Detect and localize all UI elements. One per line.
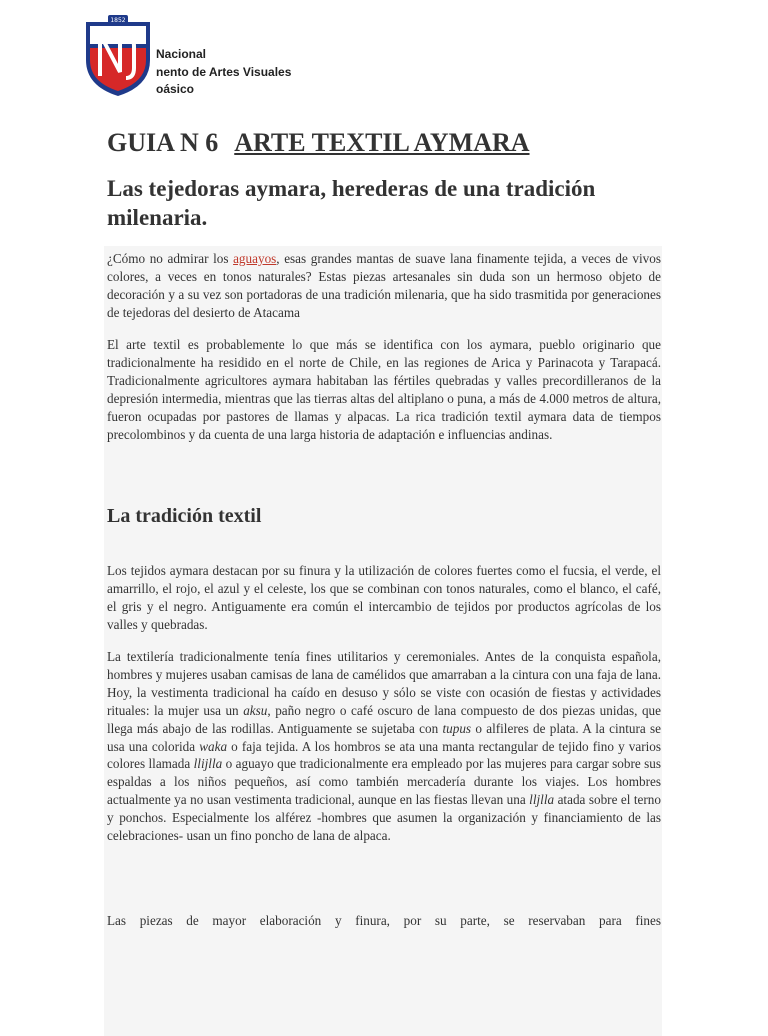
guide-topic: ARTE TEXTIL AYMARA <box>234 128 530 157</box>
aguayos-link[interactable]: aguayos <box>233 251 277 266</box>
institution-line-2: nento de Artes Visuales <box>156 64 292 79</box>
institution-line-3: oásico <box>156 82 195 96</box>
guide-title <box>107 128 530 158</box>
paragraph-2: El arte textil es probablemente lo que más se identifica con los aymara, pueblo originario que tradicionalmente ha residido en el norte de Chile, en las regiones de Arica y Parinacota y Tarapacá. Tradicionalmente agricultores aymara habitaban las fértiles quebradas y valles precordilleranos de la depresión intermedia, mientras que las tierras altas del altiplano o puna, a más de 4.000 metros de altura, fueron ocupadas por pastores de llamas y alpacas. La rica tradición textil aymara data de tiempos precolombinos y da cuenta de una larga historia de adaptación e influencias andinas. <box>107 337 661 442</box>
intro-paragraph: ¿Cómo no admirar los aguayos, esas grandes mantas de suave lana finamente tejida, a veces de vivos colores, a veces en tonos naturales? Estas piezas artesanales sin duda son un hermoso objeto de decoración y a su vez son portadoras de una tradición milenaria, que ha sido trasmitida por generaciones de tejedoras del desierto de Atacama <box>107 251 662 320</box>
page-header <box>82 14 382 104</box>
article-body <box>104 246 662 1036</box>
institution-name <box>156 46 291 99</box>
section-heading: La tradición textil <box>107 505 262 527</box>
school-crest-logo <box>82 14 154 98</box>
article-subtitle: Las tejedoras aymara, herederas de una tradición milenaria. <box>107 176 596 230</box>
paragraph-5: Las piezas de mayor elaboración y finura, por su parte, se reservaban para fines <box>107 913 661 928</box>
paragraph-4: La textilería tradicionalmente tenía fines utilitarios y ceremoniales. Antes de la conquista española, hombres y mujeres usaban camisas de lana de camélidos que amarraban a la cintura con una faja de lana. Hoy, la vestimenta tradicional ha caído en desuso y sólo se viste con ocasión de fiestas y actividades rituales: la mujer usa un aksu, paño negro o café oscuro de lana compuesto de dos piezas unidas, que llega más abajo de las rodillas. Antiguamente se sujetaba con tupus o alfileres de plata. A la cintura se usa una colorida waka o faja tejida. A los hombros se ata una manta rectangular de tejido fino y varios colores llamada llijlla o aguayo que tradicionalmente era empleado por las mujeres para cargar sobre sus espaldas a los niños pequeños, así como también mercadería durante los viajes. Los hombres actualmente ya no usan vestimenta tradicional, aunque en las fiestas llevan una lljlla atada sobre el terno y ponchos. Especialmente los alférez -hombres que asumen la organización y financiamiento de las celebraciones- usan un fino poncho de lana de alpaca. <box>107 649 662 844</box>
institution-line-1: Nacional <box>156 47 207 61</box>
guide-number: GUIA N 6 <box>107 128 219 157</box>
crest-year: 1852 <box>110 17 126 24</box>
paragraph-3: Los tejidos aymara destacan por su finura y la utilización de colores fuertes como el fucsia, el verde, el amarrillo, el rojo, el azul y el celeste, los que se combinan con tonos naturales, como el blanco, el café, el gris y el negro. Antiguamente era común el intercambio de tejidos por productos agrícolas de los valles y quebradas. <box>107 563 661 632</box>
